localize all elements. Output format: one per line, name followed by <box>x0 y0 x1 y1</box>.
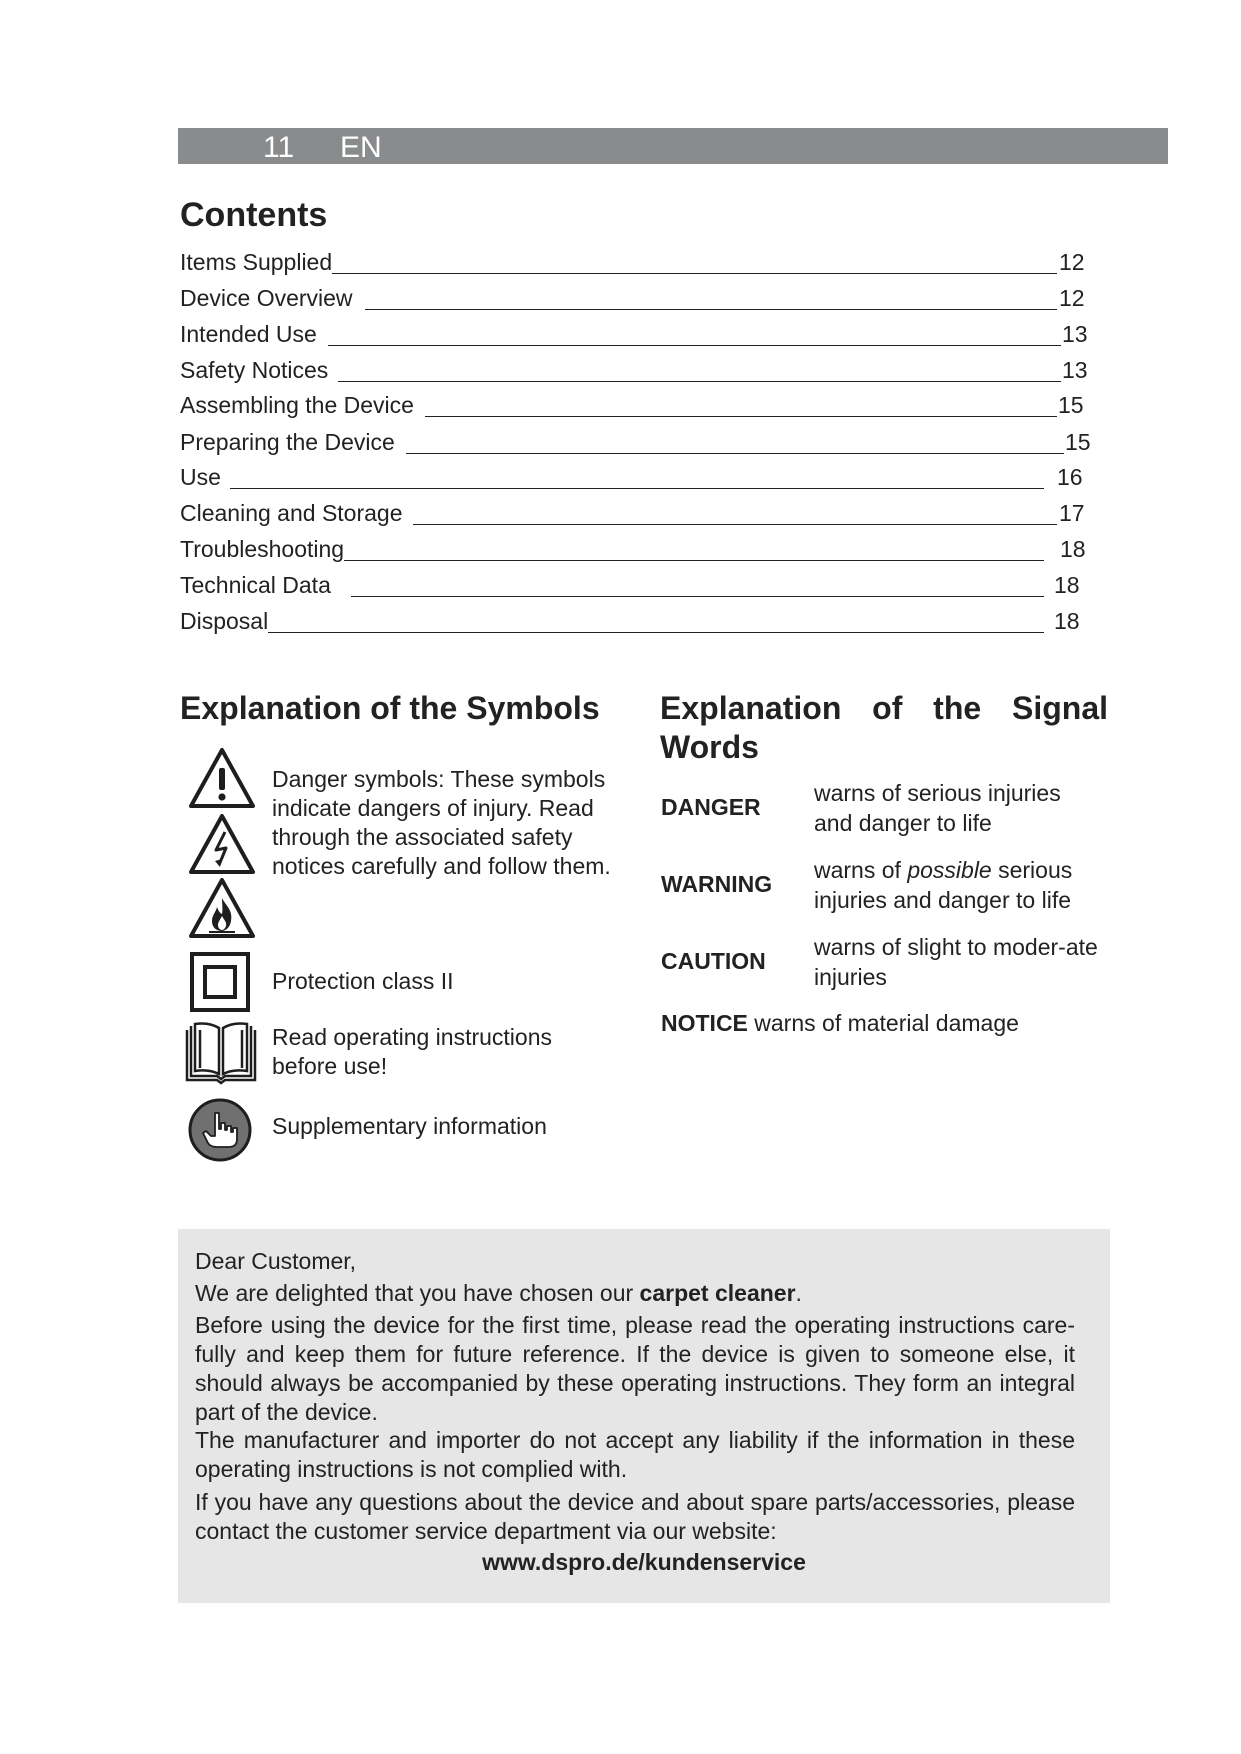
signal-word-caution: CAUTION <box>661 948 766 974</box>
pointing-hand-icon <box>187 1097 253 1163</box>
customer-intro-text: We are delighted that you have chosen our <box>195 1280 640 1306</box>
signal-words-title-line2: Words <box>660 729 759 765</box>
toc-entry-label: Technical Data <box>180 572 331 598</box>
toc-entry-page: 16 <box>1057 464 1083 490</box>
customer-intro <box>195 1279 1075 1308</box>
customer-greeting: Dear Customer, <box>195 1248 357 1274</box>
toc-entry-page: 18 <box>1054 572 1080 598</box>
toc-entry-label: Preparing the Device <box>180 429 395 455</box>
toc-entry-page: 18 <box>1060 536 1086 562</box>
protection-class-text: Protection class II <box>272 968 454 994</box>
signal-words-title-line1: Explanation of the Signal <box>660 690 1108 726</box>
signal-word-danger: DANGER <box>661 794 761 820</box>
signal-desc-danger: warns of serious injuries and danger to life <box>814 780 1061 836</box>
toc-entry-label: Use <box>180 464 221 490</box>
toc-leader-line <box>328 345 1061 346</box>
toc-entry-page: 13 <box>1062 321 1088 347</box>
customer-paragraph-instructions: Before using the device for the first time, please read the operating instructions care-fully and keep them for future reference. If the device is given to someone else, it should always be accompanied by these operating instructions. They form an integral part of the device. <box>195 1312 1075 1425</box>
danger-symbols-text: Danger symbols: These symbols indicate dangers of injury. Read through the associated safety notices carefully and follow them. <box>272 766 611 879</box>
toc-entry-label: Disposal <box>180 608 269 634</box>
toc-entry-page: 18 <box>1054 608 1080 634</box>
read-instructions-text: Read operating instructions before use! <box>272 1024 552 1079</box>
toc-entry-label: Assembling the Device <box>180 392 414 418</box>
page-number: 11 <box>263 131 295 164</box>
signal-word-warning: WARNING <box>661 871 773 897</box>
toc-leader-line <box>180 632 1044 633</box>
customer-intro-end: . <box>795 1280 802 1306</box>
signal-desc-warning-part1: warns of <box>814 857 908 883</box>
fire-hazard-icon <box>187 876 257 940</box>
toc-entry-label: Intended Use <box>180 321 317 347</box>
customer-info-box <box>178 1229 1110 1603</box>
customer-paragraph-liability: The manufacturer and importer do not accept any liability if the information in these operating instructions is not complied with. <box>195 1427 1075 1482</box>
toc-entry-label: Safety Notices <box>180 357 329 383</box>
toc-entry-page: 15 <box>1058 392 1084 418</box>
signal-desc-notice: warns of material damage <box>754 1010 1019 1036</box>
customer-paragraph-contact: If you have any questions about the device and about spare parts/accessories, please contact the customer service department via our website: <box>195 1489 1075 1544</box>
toc-entry-label: Troubleshooting <box>180 536 345 562</box>
product-name: carpet cleaner <box>639 1280 796 1306</box>
toc-entry-label: Device Overview <box>180 285 353 311</box>
toc-entry-label: Cleaning and Storage <box>180 500 403 526</box>
signal-desc-caution: warns of slight to moder-ate injuries <box>814 934 1098 990</box>
electric-hazard-icon <box>187 812 257 876</box>
toc-leader-line <box>230 488 1044 489</box>
protection-class-ii-icon <box>189 951 251 1013</box>
toc-leader-line <box>338 381 1061 382</box>
toc-leader-line <box>365 309 1057 310</box>
symbols-section-title: Explanation of the Symbols <box>180 690 600 726</box>
customer-service-url[interactable]: www.dspro.de/kundenservice <box>482 1549 806 1575</box>
warning-triangle-icon <box>187 746 257 810</box>
toc-leader-line <box>425 416 1057 417</box>
toc-entry-page: 12 <box>1059 249 1085 275</box>
signal-desc-warning-emphasis: possible <box>907 857 992 883</box>
signal-desc-warning-part2: serious injuries and danger to life <box>814 857 1073 913</box>
read-instructions-book-icon <box>183 1022 259 1086</box>
page-header-bar <box>178 128 1168 164</box>
contents-title: Contents <box>180 196 328 234</box>
signal-word-notice: NOTICE <box>661 1010 748 1036</box>
toc-leader-line <box>406 453 1064 454</box>
toc-entry-page: 17 <box>1059 500 1085 526</box>
language-code: EN <box>340 131 382 164</box>
signal-desc-warning <box>814 855 1104 915</box>
toc-entry-label: Items Supplied <box>180 249 333 275</box>
signal-notice-line <box>661 1010 1121 1037</box>
toc-leader-line <box>413 524 1057 525</box>
toc-entry-page: 13 <box>1062 357 1088 383</box>
supplementary-info-text: Supplementary information <box>272 1113 547 1139</box>
toc-leader-line <box>351 596 1044 597</box>
toc-entry-page: 15 <box>1065 429 1091 455</box>
toc-entry-page: 12 <box>1059 285 1085 311</box>
